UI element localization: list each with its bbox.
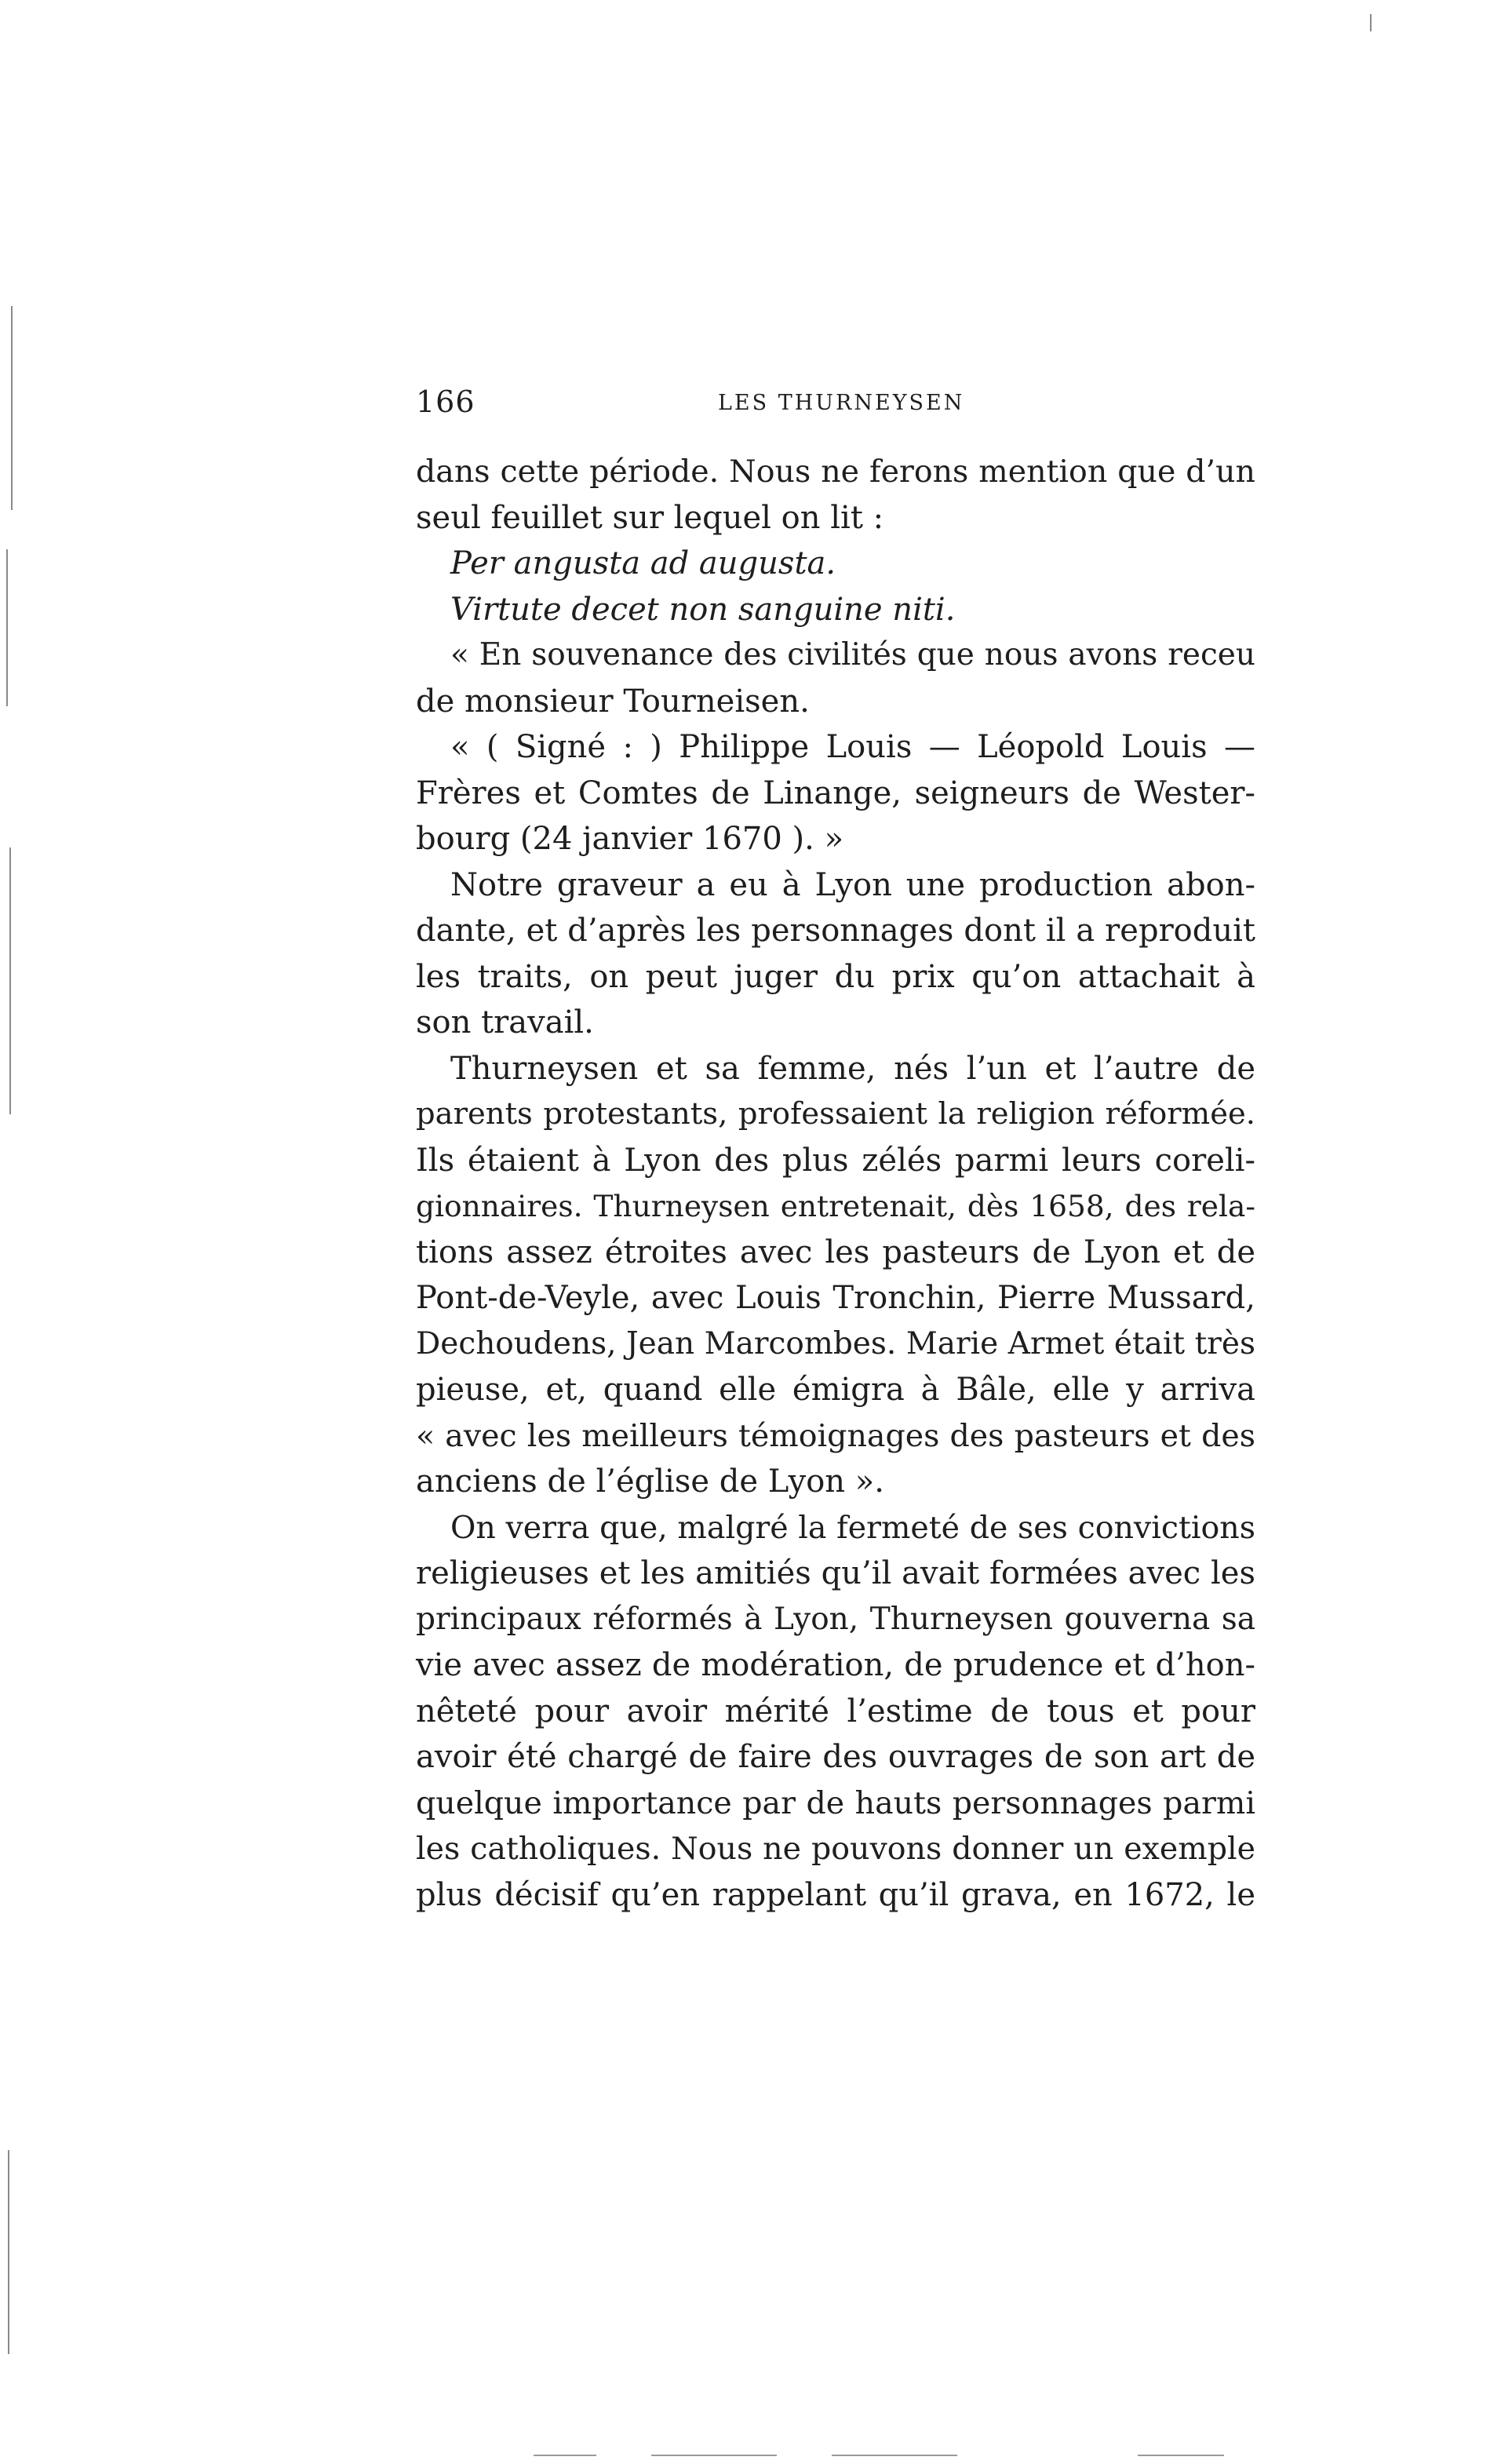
text-line: religieuses et les amitiés qu’il avait formées avec les (416, 1555, 1255, 1591)
text-line: « ( Signé : ) Philippe Louis — Léopold Louis — (450, 729, 1255, 765)
text-line: anciens de l’église de Lyon ». (416, 1463, 884, 1500)
text-line: les traits, on peut juger du prix qu’on attachait à (416, 958, 1255, 995)
text-line: quelque importance par de hauts personnages parmi (416, 1784, 1255, 1821)
text-line: On verra que, malgré la fermeté de ses convictions (450, 1509, 1255, 1546)
scan-edge-mark (6, 549, 8, 706)
text-line: gionnaires. Thurneysen entretenait, dès 1658, des rela- (416, 1189, 1255, 1223)
scan-edge-mark (11, 306, 13, 510)
body-text (416, 449, 1255, 1918)
scan-edge-mark (8, 2150, 9, 2354)
text-line: parents protestants, professaient la religion réformée. (416, 1096, 1255, 1132)
text-line: les catholiques. Nous ne pouvons donner un exemple (416, 1831, 1255, 1867)
scan-bottom-rule (832, 2455, 957, 2456)
running-head: LES THURNEYSEN (718, 391, 965, 415)
text-line: principaux réformés à Lyon, Thurneysen gouverna sa (416, 1601, 1255, 1637)
text-line: seul feuillet sur lequel on lit : (416, 499, 884, 536)
text-line: « En souvenance des civilités que nous avons receu (450, 637, 1255, 672)
text-line: Frères et Comtes de Linange, seigneurs de Wester- (416, 775, 1255, 811)
text-line: Ils étaient à Lyon des plus zélés parmi leurs coreli- (416, 1142, 1255, 1179)
text-line: Notre graveur a eu à Lyon une production abon- (450, 866, 1255, 903)
text-line: de monsieur Tourneisen. (416, 683, 810, 720)
text-line: dante, et d’après les personnages dont il a reproduit (416, 913, 1255, 949)
text-line: Pont-de-Veyle, avec Louis Tronchin, Pierre Mussard, (416, 1280, 1255, 1316)
text-line: tions assez étroites avec les pasteurs de Lyon et de (416, 1234, 1255, 1270)
scan-edge-mark (1370, 14, 1372, 31)
text-line: vie avec assez de modération, de prudence et d’hon- (416, 1647, 1255, 1683)
text-line: Per angusta ad augusta. (450, 545, 836, 581)
text-line: son travail. (416, 1004, 594, 1041)
text-line: dans cette période. Nous ne ferons mention que d’un (416, 454, 1255, 490)
page-number: 166 (416, 385, 475, 419)
scan-bottom-rule (651, 2455, 777, 2456)
scan-bottom-rule (1138, 2455, 1224, 2456)
text-line: Dechoudens, Jean Marcombes. Marie Armet était très (416, 1325, 1255, 1361)
text-line: nêteté pour avoir mérité l’estime de tous et pour (416, 1693, 1255, 1730)
text-line: « avec les meilleurs témoignages des pasteurs et des (416, 1417, 1255, 1454)
text-line: Virtute decet non sanguine niti. (450, 591, 956, 628)
scan-bottom-rule (534, 2455, 596, 2456)
text-line: pieuse, et, quand elle émigra à Bâle, elle y arriva (416, 1372, 1255, 1408)
text-line: avoir été chargé de faire des ouvrages de son art de (416, 1739, 1255, 1775)
text-line: Thurneysen et sa femme, nés l’un et l’autre de (450, 1050, 1255, 1087)
scan-edge-mark (9, 847, 11, 1114)
text-line: bourg (24 janvier 1670 ). » (416, 821, 844, 857)
text-line: plus décisif qu’en rappelant qu’il grava, en 1672, le (416, 1876, 1255, 1913)
page-header (416, 385, 1255, 424)
